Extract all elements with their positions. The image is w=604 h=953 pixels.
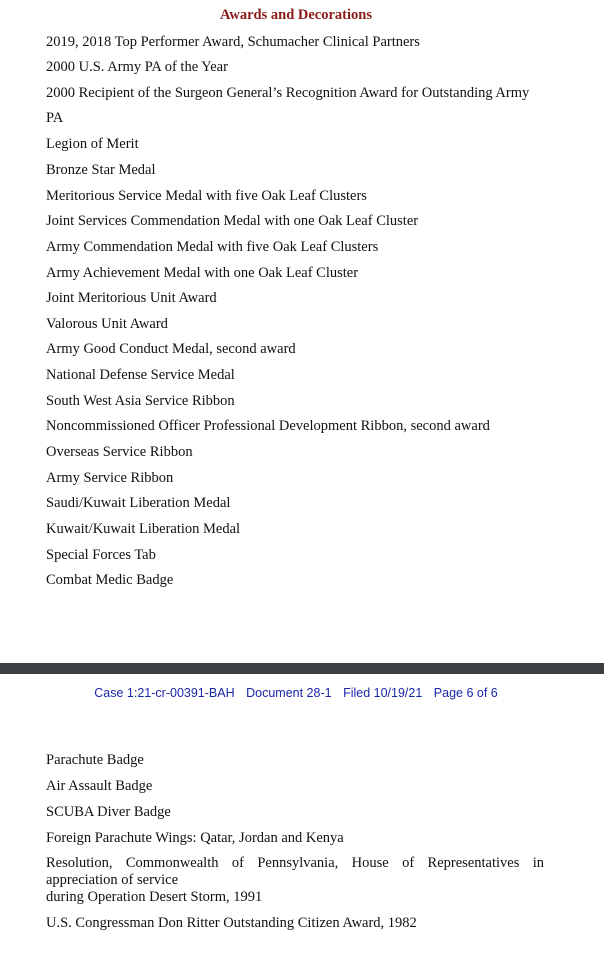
award-item: 2000 U.S. Army PA of the Year	[46, 59, 228, 75]
award-item: Kuwait/Kuwait Liberation Medal	[46, 521, 241, 537]
award-item: Saudi/Kuwait Liberation Medal	[46, 495, 231, 511]
award-item: PA	[46, 110, 64, 126]
document-number: Document 28-1	[246, 686, 332, 700]
award-item: SCUBA Diver Badge	[46, 804, 171, 820]
award-item: Legion of Merit	[46, 136, 139, 152]
award-item: Foreign Parachute Wings: Qatar, Jordan and Kenya	[46, 830, 344, 846]
resolution-line-3: during Operation Desert Storm, 1991	[46, 889, 263, 905]
page-break-divider	[0, 663, 604, 674]
award-item: Combat Medic Badge	[46, 572, 174, 588]
award-item: Army Service Ribbon	[46, 470, 174, 486]
award-item: Special Forces Tab	[46, 547, 156, 563]
resolution-line-2: appreciation of service	[46, 872, 179, 888]
case-number: Case 1:21-cr-00391-BAH	[94, 686, 235, 700]
award-item: Bronze Star Medal	[46, 162, 156, 178]
award-item: Noncommissioned Officer Professional Development Ribbon, second award	[46, 418, 490, 434]
award-item: Army Achievement Medal with one Oak Leaf Cluster	[46, 265, 359, 281]
award-item: Valorous Unit Award	[46, 316, 168, 332]
award-item: Army Good Conduct Medal, second award	[46, 341, 296, 357]
award-item: 2000 Recipient of the Surgeon General’s Recognition Award for Outstanding Army	[46, 85, 530, 101]
page-indicator: Page 6 of 6	[433, 686, 498, 700]
award-item: National Defense Service Medal	[46, 367, 235, 383]
award-item: Air Assault Badge	[46, 778, 153, 794]
resolution-line-1: Resolution, Commonwealth of Pennsylvania, House of Representatives in	[46, 855, 544, 871]
award-item: U.S. Congressman Don Ritter Outstanding Citizen Award, 1982	[46, 915, 417, 931]
award-item: Parachute Badge	[46, 752, 144, 768]
section-heading: Awards and Decorations	[220, 7, 372, 23]
award-item: Meritorious Service Medal with five Oak Leaf Clusters	[46, 188, 367, 204]
award-item: Joint Services Commendation Medal with one Oak Leaf Cluster	[46, 213, 419, 229]
award-item: Joint Meritorious Unit Award	[46, 290, 217, 306]
filed-date: Filed 10/19/21	[343, 686, 423, 700]
award-item: South West Asia Service Ribbon	[46, 393, 235, 409]
award-item: Army Commendation Medal with five Oak Leaf Clusters	[46, 239, 379, 255]
resolution-award	[46, 855, 544, 906]
award-item: 2019, 2018 Top Performer Award, Schumacher Clinical Partners	[46, 34, 420, 50]
award-item: Overseas Service Ribbon	[46, 444, 193, 460]
ecf-filing-header	[0, 686, 592, 700]
